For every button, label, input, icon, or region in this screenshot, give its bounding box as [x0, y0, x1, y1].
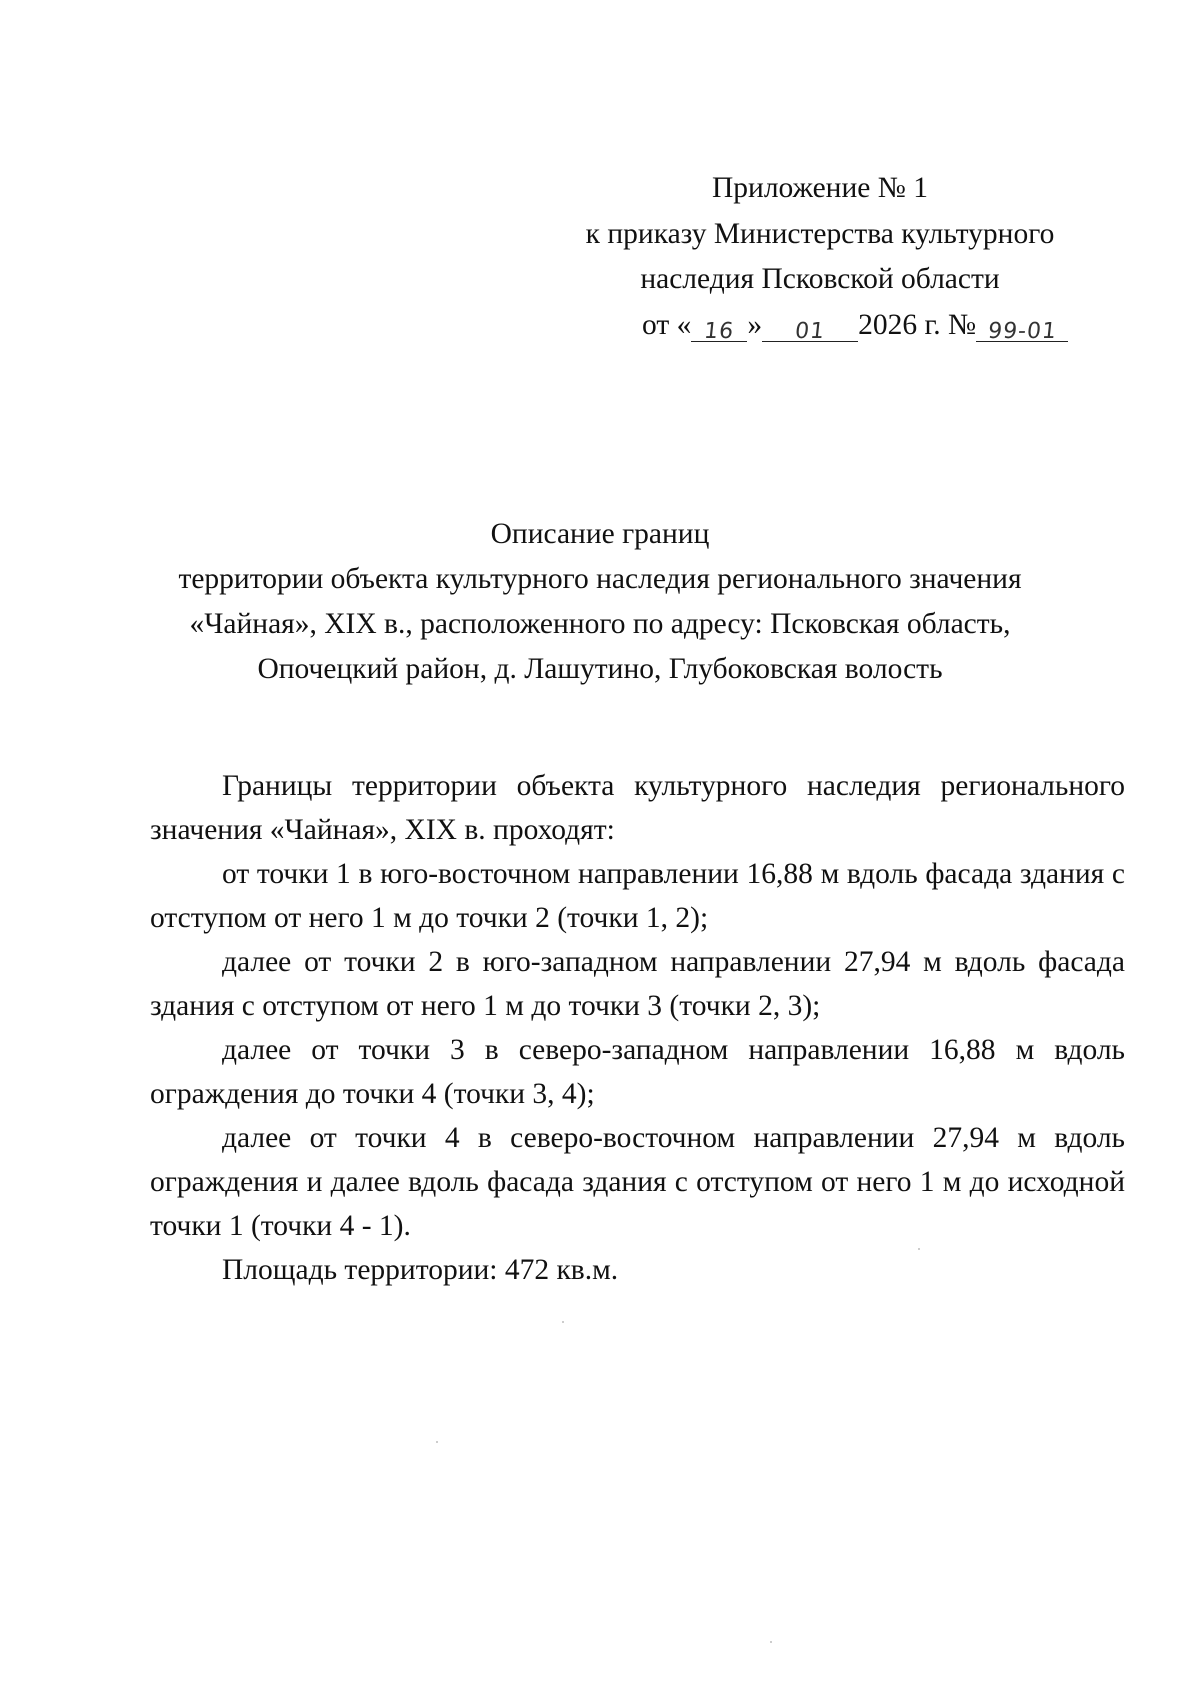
territory-area: Площадь территории: 472 кв.м.	[222, 1254, 619, 1286]
segment-3-4: далее от точки 3 в северо-западном направлении 16,88 м вдоль ограждения до точки 4 (точки 3, 4);	[150, 1034, 1125, 1110]
segment-2-3: далее от точки 2 в юго-западном направлении 27,94 м вдоль фасада здания с отступом от него 1 м до точки 3 (точки 2, 3);	[150, 946, 1125, 1022]
order-reference: к приказу Министерства культурного	[585, 217, 1055, 250]
appendix-header	[560, 166, 1080, 348]
document-title	[80, 512, 1120, 692]
order-mid: »	[747, 308, 763, 341]
boundaries-intro: Границы территории объекта культурного наследия регионального значения «Чайная», XIX в. проходят:	[150, 770, 1125, 846]
order-month-handwritten: 01	[793, 318, 827, 344]
title-line-4: Опочецкий район, д. Лашутино, Глубоковская волость	[257, 653, 943, 685]
order-day-field	[691, 309, 747, 342]
order-date-line	[560, 303, 1080, 349]
title-line-3: «Чайная», XIX в., расположенного по адресу: Псковская область,	[189, 608, 1011, 640]
order-number-field	[976, 309, 1068, 342]
scan-speck	[562, 1321, 564, 1323]
segment-4-1: далее от точки 4 в северо-восточном направлении 27,94 м вдоль ограждения и далее вдоль фасада здания с отступом от него 1 м до исходной точки 1 (точки 4 - 1).	[150, 1122, 1125, 1242]
scan-speck	[918, 1248, 920, 1250]
title-line-1: Описание границ	[490, 518, 710, 550]
scan-speck	[436, 1441, 438, 1443]
segment-1-2: от точки 1 в юго-восточном направлении 16,88 м вдоль фасада здания с отступом от него 1 м до точки 2 (точки 1, 2);	[150, 858, 1125, 934]
title-line-2: территории объекта культурного наследия регионального значения	[178, 563, 1022, 595]
order-number-handwritten: 99-01	[986, 318, 1059, 344]
ministry-name: наследия Псковской области	[640, 263, 1000, 295]
appendix-number: Приложение № 1	[712, 172, 928, 204]
order-month-field	[762, 309, 858, 342]
order-year: 2026 г. №	[858, 308, 977, 341]
order-day-handwritten: 16	[703, 318, 736, 344]
scan-speck	[770, 1641, 772, 1643]
document-body	[150, 764, 1125, 1292]
order-prefix: от «	[642, 308, 692, 341]
